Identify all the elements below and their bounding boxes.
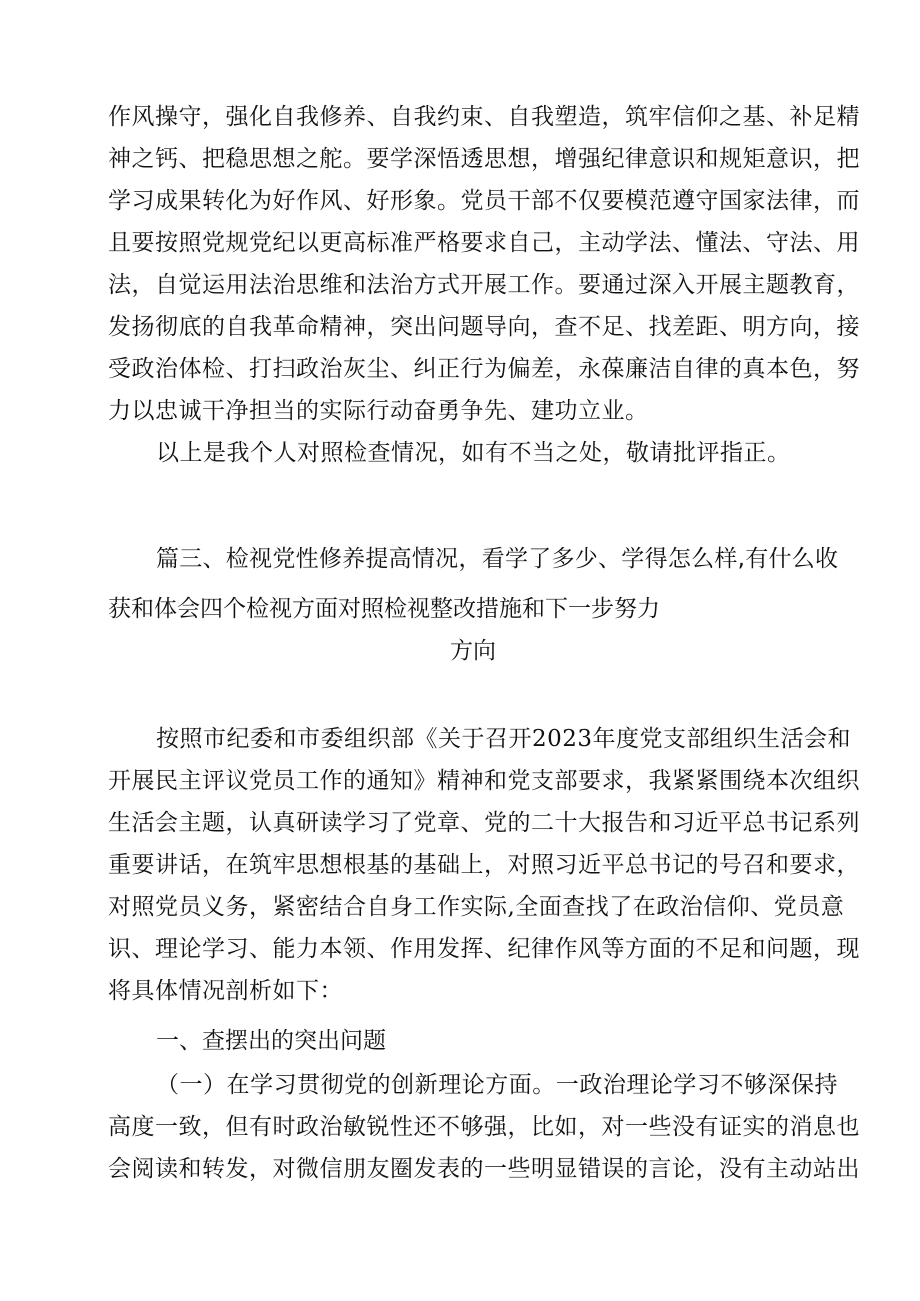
closing-statement: 以上是我个人对照检查情况，如有不当之处，敬请批评指正。 [156, 440, 791, 466]
text-line: 发扬彻底的自我革命精神，突出问题导向，查不足、找差距、明方向，接 [108, 314, 860, 340]
title-line: 方向 [450, 638, 496, 664]
text-line: 开展民主评议党员工作的通知》精神和党支部要求，我紧紧围绕本次组织 [108, 768, 860, 794]
text-line: 识、理论学习、能力本领、作用发挥、纪律作风等方面的不足和问题，现 [108, 936, 860, 962]
text-line: 力以忠诚干净担当的实际行动奋勇争先、建功立业。 [108, 398, 649, 424]
text-line: 按照市纪委和市委组织部《关于召开2023年度党支部组织生活会和 [156, 726, 852, 752]
text-line: （一）在学习贯彻党的创新理论方面。一政治理论学习不够深保持 [156, 1072, 838, 1098]
text-line: 会阅读和转发，对微信朋友圈发表的一些明显错误的言论，没有主动站出 [108, 1156, 860, 1182]
text-line: 生活会主题，认真研读学习了党章、党的二十大报告和习近平总书记系列 [108, 810, 860, 836]
text-line: 且要按照党规党纪以更高标准严格要求自己，主动学法、懂法、守法、用 [108, 230, 860, 256]
text-line: 重要讲话，在筑牢思想根基的基础上，对照习近平总书记的号召和要求， [108, 852, 860, 878]
title-line: 获和体会四个检视方面对照检视整改措施和下一步努力 [108, 596, 660, 622]
text-line: 将具体情况剖析如下： [108, 978, 343, 1004]
text-line: 高度一致，但有时政治敏锐性还不够强，比如，对一些没有证实的消息也 [108, 1114, 860, 1140]
text-line: 作风操守，强化自我修养、自我约束、自我塑造，筑牢信仰之基、补足精 [108, 104, 860, 130]
text-line: 神之钙、把稳思想之舵。要学深悟透思想，增强纪律意识和规矩意识，把 [108, 146, 860, 172]
text-line: 受政治体检、打扫政治灰尘、纠正行为偏差，永葆廉洁自律的真本色，努 [108, 356, 860, 382]
text-line: 法，自觉运用法治思维和法治方式开展工作。要通过深入开展主题教育， [108, 272, 860, 298]
section-heading: 一、查摆出的突出问题 [156, 1028, 386, 1054]
text-line: 学习成果转化为好作风、好形象。党员干部不仅要模范遵守国家法律，而 [108, 188, 860, 214]
text-line: 对照党员义务，紧密结合自身工作实际,全面查找了在政治信仰、党员意 [108, 894, 845, 920]
title-line: 篇三、检视党性修养提高情况，看学了多少、学得怎么样,有什么收 [156, 546, 838, 572]
